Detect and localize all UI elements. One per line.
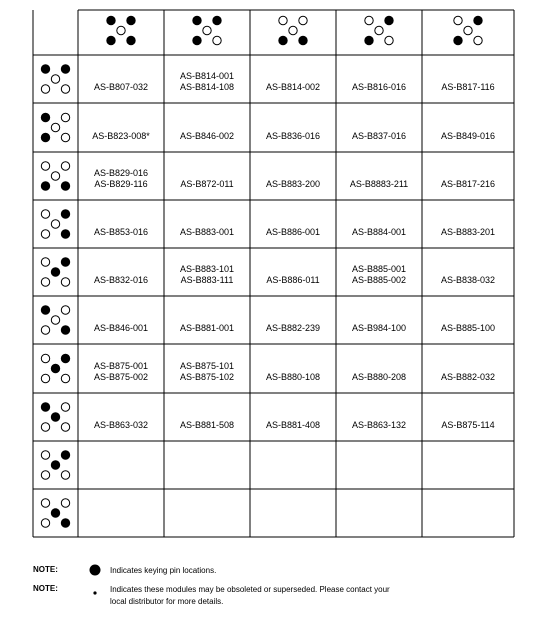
column-2-pattern-dot-filled [193,16,201,24]
column-3-pattern-dot-filled [279,36,287,44]
cell-part-number: AS-B863-032 [93,420,149,430]
row-10-pattern-dot-filled [51,509,59,517]
cell-part-number: AS-B881-001 [179,323,235,333]
cell-part-number: AS-B885-100 [440,323,496,333]
cell-part-number: AS-B837-016 [351,131,407,141]
column-5-pattern-dot-open [474,36,482,44]
cell-part-number: AS-B816-016 [351,82,407,92]
column-3-pattern-dot-open [289,26,297,34]
cell-part-number: AS-B883-001 [179,227,235,237]
row-4-pattern-dot-open [41,210,49,218]
cell-part-number: AS-B836-016 [265,131,321,141]
cell-part-number: AS-B846-001 [93,323,149,333]
row-9-pattern-dot-open [41,451,49,459]
cell-part-number: AS-B829-016 [93,168,149,178]
column-2-pattern-dot-open [203,26,211,34]
row-10-pattern-dot-open [61,499,69,507]
row-3-pattern-dot-filled [41,182,49,190]
row-3-pattern-dot-open [51,172,59,180]
cell-part-number: AS-B832-016 [93,275,149,285]
cell-part-number: AS-B883-101 [179,264,235,274]
row-1-pattern-dot-open [41,85,49,93]
cell-part-number: AS-B883-111 [180,275,234,285]
row-6-pattern-dot-filled [41,306,49,314]
row-10-pattern-dot-open [41,519,49,527]
cell-part-number: AS-B984-100 [351,323,407,333]
cell-part-number: AS-B846-002 [179,131,235,141]
row-8-pattern-dot-open [41,423,49,431]
cell-part-number: AS-B853-016 [93,227,149,237]
row-2-pattern-dot-open [51,123,59,131]
filled-dot-icon [88,563,102,577]
column-1-pattern-dot-filled [107,16,115,24]
column-5-pattern-dot-filled [474,16,482,24]
row-7-pattern-dot-filled [51,364,59,372]
row-1-pattern-dot-open [51,75,59,83]
cell-part-number: AS-B875-001 [93,361,149,371]
row-7-pattern-dot-open [41,354,49,362]
row-9-pattern-dot-filled [51,461,59,469]
column-5-pattern-dot-open [464,26,472,34]
row-3-pattern-dot-open [41,162,49,170]
row-6-pattern-dot-open [61,306,69,314]
column-4-pattern-dot-filled [365,36,373,44]
cell-part-number: AS-B872-011 [180,179,234,189]
row-6-pattern-dot-filled [61,326,69,334]
cell-part-number: AS-B875-101 [179,361,235,371]
cell-part-number: AS-B875-102 [179,372,235,382]
cell-part-number: AS-B814-001 [179,71,235,81]
cell-part-number: AS-B838-032 [440,275,496,285]
column-2-pattern-dot-open [213,36,221,44]
row-5-pattern-dot-open [41,258,49,266]
column-3-pattern-dot-filled [299,36,307,44]
cell-part-number: AS-B863-132 [351,420,407,430]
cell-part-number: AS-B814-002 [265,82,321,92]
row-3-pattern-dot-open [61,162,69,170]
row-1-pattern-dot-filled [61,65,69,73]
cell-part-number: AS-B817-116 [441,82,495,92]
row-6-pattern-dot-open [51,316,59,324]
cell-part-number: AS-B849-016 [440,131,496,141]
column-3-pattern-dot-open [279,16,287,24]
row-4-pattern-dot-filled [61,230,69,238]
column-4-pattern-dot-filled [385,16,393,24]
column-5-pattern-dot-filled [454,36,462,44]
row-9-pattern-dot-open [41,471,49,479]
cell-part-number: AS-B880-208 [351,372,407,382]
row-7-pattern-dot-open [41,374,49,382]
row-9-pattern-dot-open [61,471,69,479]
row-5-pattern-dot-open [41,278,49,286]
note-2-label: NOTE: [33,584,58,593]
row-4-pattern-dot-filled [61,210,69,218]
column-1-pattern-dot-filled [107,36,115,44]
row-8-pattern-dot-filled [51,413,59,421]
column-1-pattern-dot-filled [127,36,135,44]
cell-part-number: AS-B807-032 [93,82,149,92]
row-10-pattern-dot-filled [61,519,69,527]
column-1-pattern-dot-filled [127,16,135,24]
cell-part-number: AS-B8883-211 [349,179,409,189]
row-2-pattern-dot-filled [41,133,49,141]
note-1 [0,565,552,579]
row-5-pattern-dot-filled [61,258,69,266]
row-10-pattern-dot-open [41,499,49,507]
column-1-pattern-dot-open [117,26,125,34]
note-2 [0,584,552,628]
row-7-pattern-dot-open [61,374,69,382]
cell-part-number: AS-B875-114 [441,420,495,430]
row-4-pattern-dot-open [41,230,49,238]
row-3-pattern-dot-filled [61,182,69,190]
row-5-pattern-dot-open [61,278,69,286]
cell-part-number: AS-B829-116 [94,179,148,189]
note-1-label: NOTE: [33,565,58,574]
row-4-pattern-dot-open [51,220,59,228]
cell-part-number: AS-B882-032 [440,372,496,382]
cell-part-number: AS-B886-011 [266,275,320,285]
cell-part-number: AS-B823-008* [92,131,150,141]
row-1-pattern-dot-open [61,85,69,93]
cell-part-number: AS-B875-002 [93,372,149,382]
row-2-pattern-dot-open [61,133,69,141]
row-5-pattern-dot-filled [51,268,59,276]
cell-part-number: AS-B886-001 [265,227,321,237]
cell-part-number: AS-B883-200 [265,179,321,189]
cell-part-number: AS-B885-002 [351,275,407,285]
row-9-pattern-dot-filled [61,451,69,459]
column-5-pattern-dot-open [454,16,462,24]
row-2-pattern-dot-open [61,113,69,121]
row-6-pattern-dot-open [41,326,49,334]
row-7-pattern-dot-filled [61,354,69,362]
cell-part-number: AS-B814-108 [179,82,235,92]
cell-part-number: AS-B881-408 [265,420,321,430]
cell-part-number: AS-B880-108 [265,372,321,382]
column-3-pattern-dot-open [299,16,307,24]
column-4-pattern-dot-open [375,26,383,34]
column-4-pattern-dot-open [365,16,373,24]
note-1-text: Indicates keying pin locations. [110,566,217,575]
cell-part-number: AS-B817-216 [440,179,496,189]
cell-part-number: AS-B884-001 [351,227,407,237]
column-4-pattern-dot-open [385,36,393,44]
cell-part-number: AS-B881-508 [179,420,235,430]
column-2-pattern-dot-filled [193,36,201,44]
note-2-text: Indicates these modules may be obsoleted or superseded. Please contact your local distributor for more details. [110,585,390,606]
cell-part-number: AS-B885-001 [351,264,407,274]
row-1-pattern-dot-filled [41,65,49,73]
column-2-pattern-dot-filled [213,16,221,24]
row-8-pattern-dot-filled [41,403,49,411]
cell-part-number: AS-B883-201 [440,227,496,237]
cell-part-number: AS-B882-239 [265,323,321,333]
row-2-pattern-dot-filled [41,113,49,121]
asterisk-dot-icon [88,584,102,598]
row-8-pattern-dot-open [61,423,69,431]
row-8-pattern-dot-open [61,403,69,411]
